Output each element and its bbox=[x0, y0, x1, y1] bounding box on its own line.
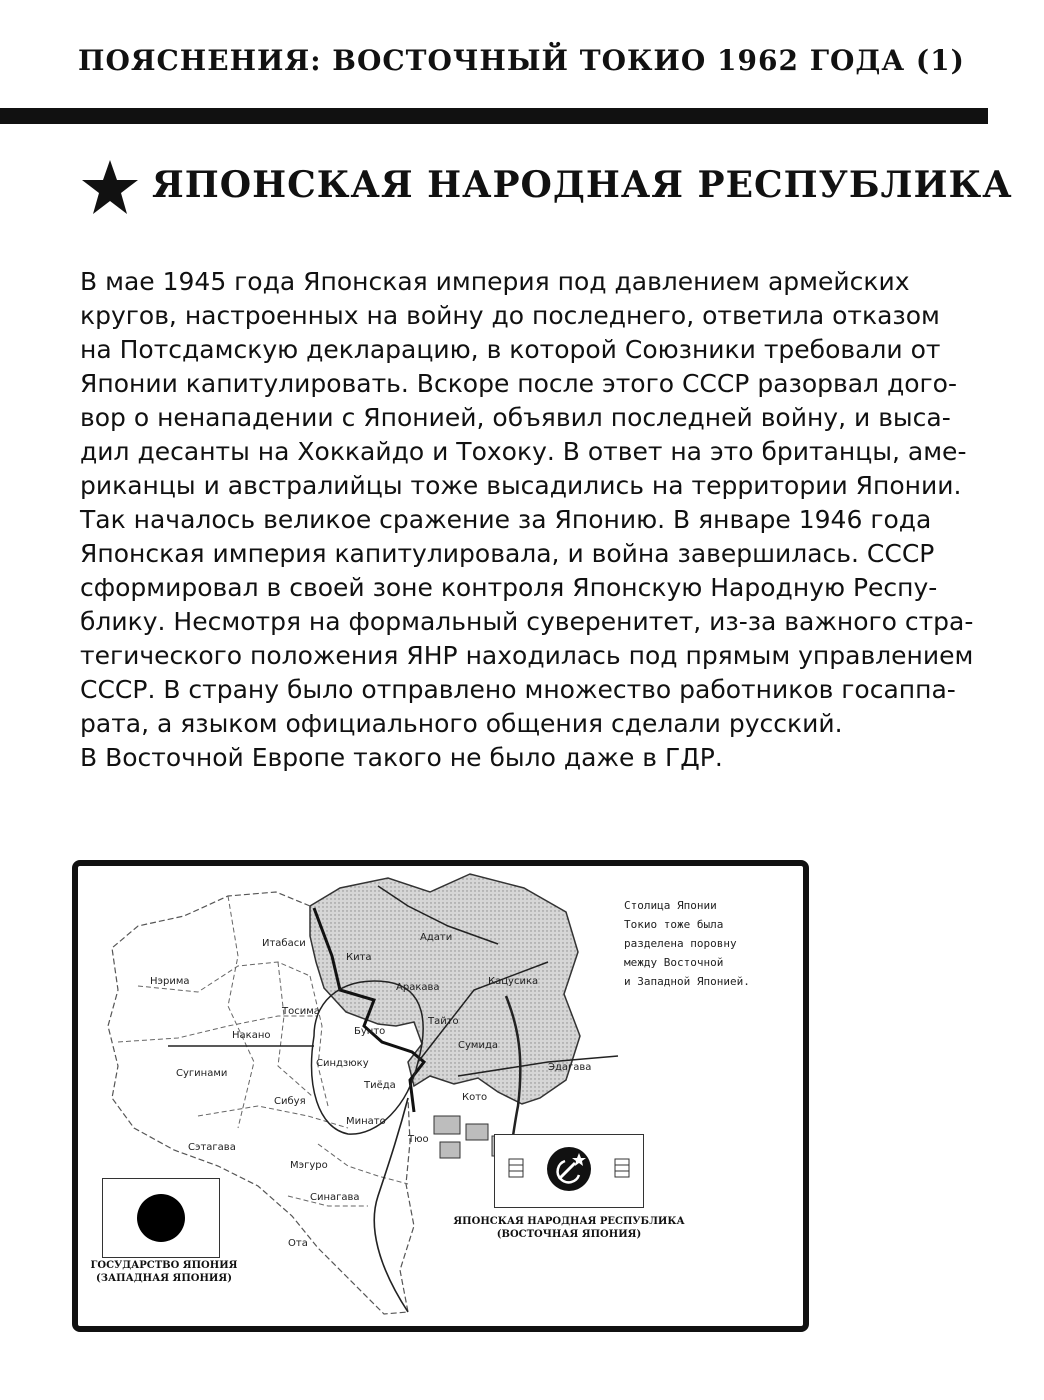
district-label: Мэгуро bbox=[290, 1160, 328, 1171]
body-line: рата, а языком официального общения сделали русский. bbox=[80, 709, 843, 738]
east-japan-label bbox=[424, 1215, 714, 1241]
district-label: Нэрима bbox=[150, 976, 190, 987]
caption-line: Столица Японии bbox=[624, 899, 717, 912]
east-zone-area bbox=[310, 874, 580, 1104]
district-label: Сэтагава bbox=[188, 1142, 236, 1153]
body-paragraph bbox=[80, 265, 974, 775]
district-label: Тосима bbox=[282, 1006, 320, 1017]
district-label: Тиёда bbox=[364, 1080, 396, 1091]
caption-line: и Западной Японией. bbox=[624, 975, 750, 988]
map-caption bbox=[624, 896, 794, 991]
body-line: блику. Несмотря на формальный суверенитет, из-за важного стра- bbox=[80, 607, 974, 636]
body-line: сформировал в своей зоне контроля Японскую Народную Респу- bbox=[80, 573, 938, 602]
body-line: вор о ненападении с Японией, объявил последней войну, и выса- bbox=[80, 403, 951, 432]
west-japan-label-line: ГОСУДАРСТВО ЯПОНИЯ bbox=[90, 1260, 238, 1271]
east-japan-label-line: (ВОСТОЧНАЯ ЯПОНИЯ) bbox=[496, 1229, 642, 1240]
district-label: Синдзюку bbox=[316, 1058, 369, 1069]
district-label: Адати bbox=[420, 932, 453, 943]
header-rule bbox=[0, 108, 988, 124]
district-label: Кото bbox=[462, 1092, 488, 1103]
district-label: Синагава bbox=[310, 1192, 360, 1203]
body-line: Японии капитулировать. Вскоре после этого СССР разорвал дого- bbox=[80, 369, 957, 398]
japan-flag bbox=[102, 1178, 220, 1258]
star-icon bbox=[80, 158, 140, 218]
district-label: Тюо bbox=[408, 1134, 429, 1145]
district-label: Накано bbox=[232, 1030, 271, 1041]
caption-line: Токио тоже была bbox=[624, 918, 724, 931]
district-label: Ота bbox=[288, 1238, 308, 1249]
district-label: Эдагава bbox=[548, 1062, 592, 1073]
body-line: В Восточной Европе такого не было даже в ГДР. bbox=[80, 743, 723, 772]
body-line: В мае 1945 года Японская империя под давлением армейских bbox=[80, 267, 910, 296]
body-line: Японская империя капитулировала, и война завершилась. СССР bbox=[80, 539, 935, 568]
east-japan-flag bbox=[494, 1134, 644, 1208]
body-line: на Потсдамскую декларацию, в которой Союзники требовали от bbox=[80, 335, 941, 364]
district-label: Итабаси bbox=[262, 938, 306, 949]
east-flag-emblem bbox=[495, 1135, 643, 1207]
body-line: Так началось великое сражение за Японию. В январе 1946 года bbox=[80, 505, 932, 534]
body-line: тегического положения ЯНР находилась под прямым управлением bbox=[80, 641, 974, 670]
district-label: Сибуя bbox=[274, 1096, 306, 1107]
district-label: Бунто bbox=[354, 1026, 386, 1037]
district-label: Тайто bbox=[428, 1016, 459, 1027]
tokyo-bay-shore bbox=[374, 1098, 408, 1312]
page-header-title: ПОЯСНЕНИЯ: ВОСТОЧНЫЙ ТОКИО 1962 ГОДА (1) bbox=[78, 44, 965, 77]
body-line: дил десанты на Хоккайдо и Тохоку. В ответ на это британцы, аме- bbox=[80, 437, 967, 466]
district-label: Кацусика bbox=[488, 976, 539, 987]
caption-line: между Восточной bbox=[624, 956, 724, 969]
west-japan-label-line: (ЗАПАДНАЯ ЯПОНИЯ) bbox=[96, 1273, 232, 1284]
district-label: Сугинами bbox=[176, 1068, 228, 1079]
caption-line: разделена поровну bbox=[624, 937, 737, 950]
section-heading: ЯПОНСКАЯ НАРОДНАЯ РЕСПУБЛИКА bbox=[152, 164, 1013, 206]
district-label: Минато bbox=[346, 1116, 386, 1127]
body-line: СССР. В страну было отправлено множество работников госаппа- bbox=[80, 675, 956, 704]
body-line: кругов, настроенных на войну до последнего, ответила отказом bbox=[80, 301, 940, 330]
body-line: риканцы и австралийцы тоже высадились на территории Японии. bbox=[80, 471, 962, 500]
district-label: Кита bbox=[346, 952, 372, 963]
district-label: Сумида bbox=[458, 1040, 498, 1051]
flag-sun-disc bbox=[137, 1194, 185, 1242]
east-japan-label-line: ЯПОНСКАЯ НАРОДНАЯ РЕСПУБЛИКА bbox=[453, 1216, 685, 1227]
tokio-map-frame bbox=[72, 860, 809, 1332]
west-japan-label bbox=[84, 1259, 244, 1285]
district-label: Аракава bbox=[396, 982, 440, 993]
